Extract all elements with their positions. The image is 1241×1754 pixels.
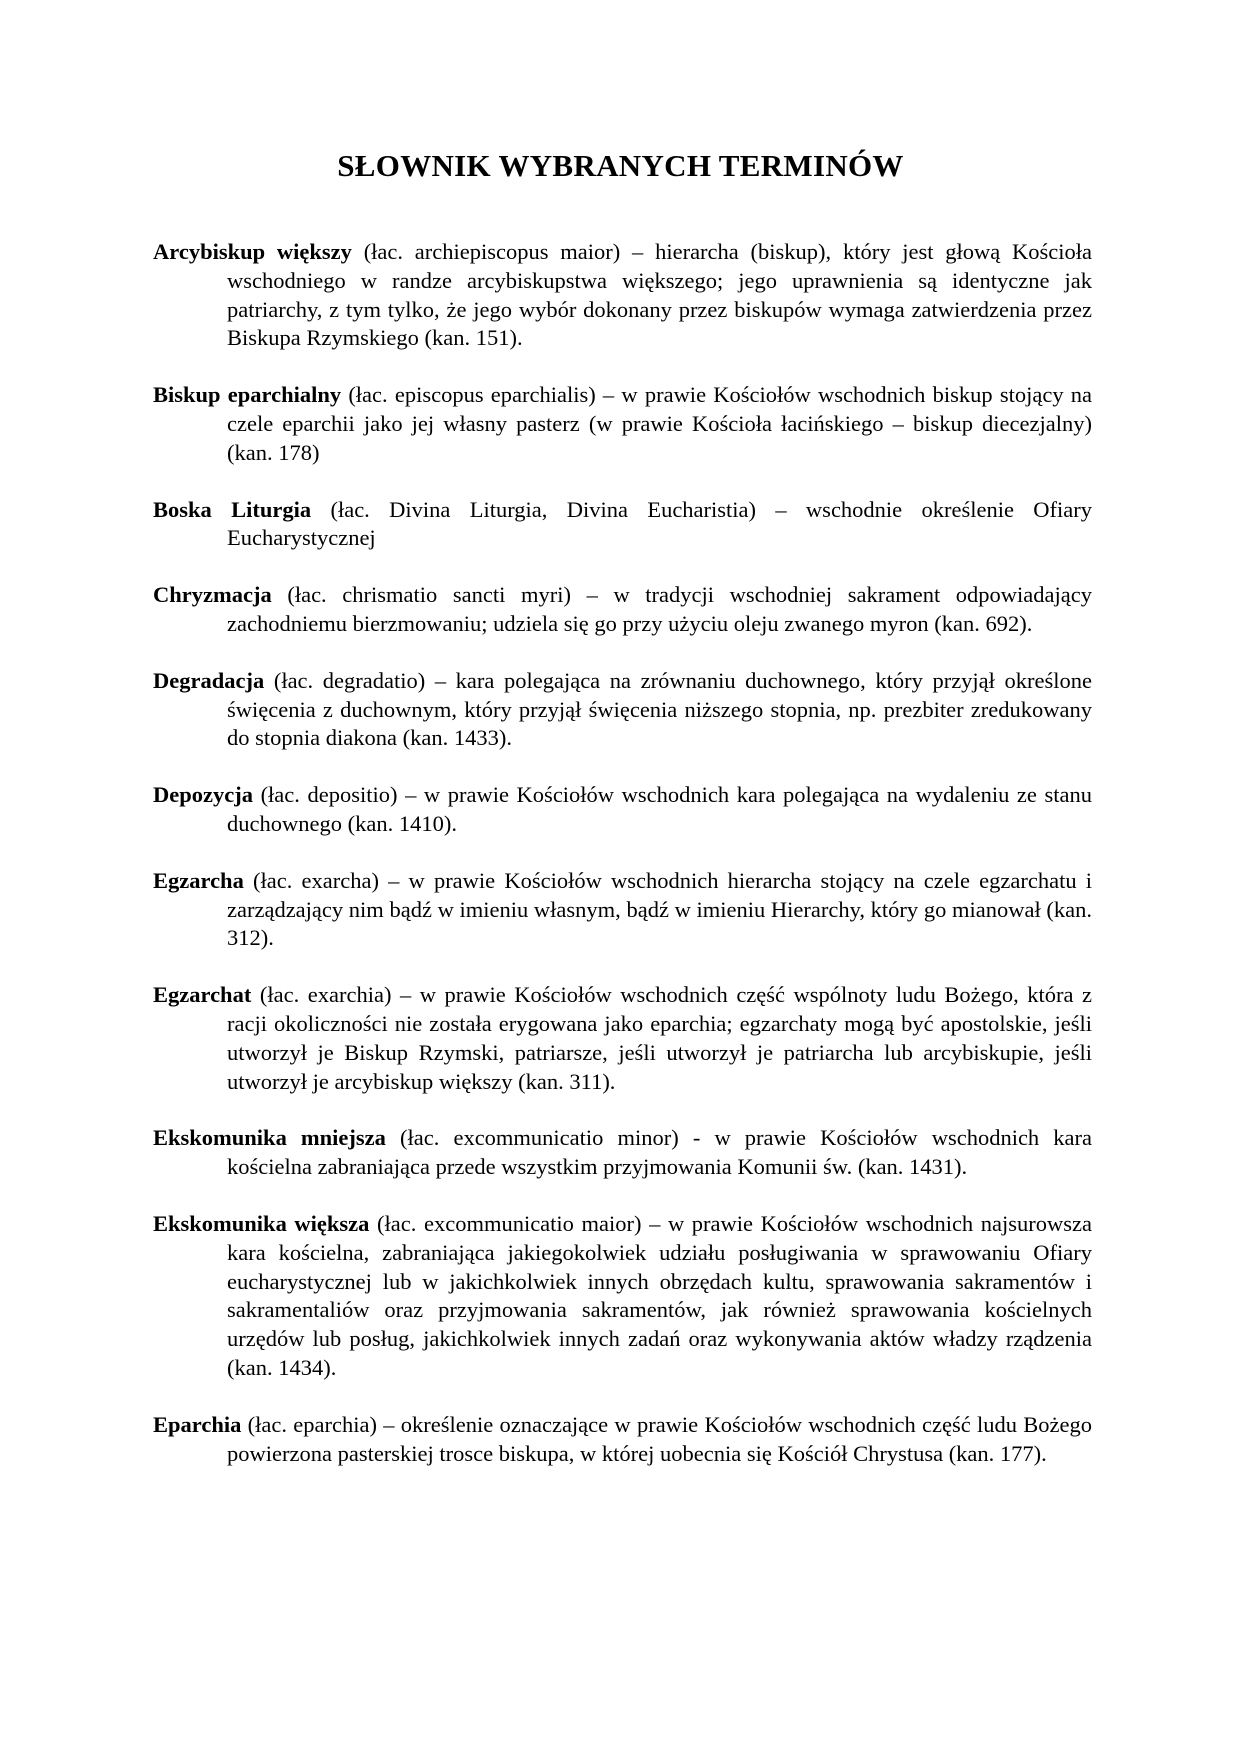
- glossary-definition: (łac. archiepiscopus maior) – hierarcha (biskup), który jest głową Kościoła wschodniego w randze arcybiskupstwa większego; jego uprawnienia są identyczne jak patriarchy, z tym tylko, że jego wybór dokonany przez biskupów wymaga zatwierdzenia przez Biskupa Rzymskiego (kan. 151).: [227, 239, 1092, 351]
- glossary-term: Biskup eparchialny: [153, 382, 342, 408]
- glossary-entry: [153, 981, 1092, 1096]
- glossary-entry: [153, 667, 1092, 753]
- glossary-term: Degradacja: [153, 667, 265, 693]
- glossary-entry: [153, 1210, 1092, 1383]
- glossary-entry: [153, 581, 1092, 639]
- glossary-definition: (łac. exarchia) – w prawie Kościołów wschodnich część wspólnoty ludu Bożego, która z racji okoliczności nie została erygowana jako eparchia; egzarchaty mogą być apostolskie, jeśli utworzył je Biskup Rzymski, patriarsze, jeśli utworzył je patriarcha lub arcybiskupie, jeśli utworzył je arcybiskup większy (kan. 311).: [227, 982, 1093, 1094]
- glossary-definition: (łac. degradatio) – kara polegająca na zrównaniu duchownego, który przyjął określone święcenia z duchownym, który przyjął święcenia niższego stopnia, np. prezbiter zredukowany do stopnia diakona (kan. 1433).: [227, 667, 1092, 751]
- glossary-term: Egzarchat: [153, 982, 252, 1008]
- glossary-definition: (łac. eparchia) – określenie oznaczające w prawie Kościołów wschodnich część ludu Bożego powierzona pasterskiej trosce biskupa, w której uobecnia się Kościół Chrystusa (kan. 177).: [227, 1411, 1092, 1466]
- glossary-definition: (łac. episcopus eparchialis) – w prawie Kościołów wschodnich biskup stojący na czele eparchii jako jej własny pasterz (w prawie Kościoła łacińskiego – biskup diecezjalny) (kan. 178): [227, 382, 1092, 465]
- glossary-definition: (łac. chrismatio sancti myri) – w tradycji wschodniej sakrament odpowiadający zachodniemu bierzmowaniu; udziela się go przy użyciu oleju zwanego myron (kan. 692).: [227, 582, 1093, 636]
- glossary-entry: [153, 1411, 1092, 1469]
- glossary-term: Arcybiskup większy: [153, 239, 352, 264]
- page-title: SŁOWNIK WYBRANYCH TERMINÓW: [337, 148, 904, 183]
- glossary-term: Boska Liturgia: [153, 496, 312, 522]
- glossary-entry: [153, 496, 1092, 554]
- glossary-term: Depozycja: [153, 782, 253, 808]
- glossary-entry: [153, 781, 1092, 839]
- glossary-definition: (łac. exarcha) – w prawie Kościołów wschodnich hierarcha stojący na czele egzarchatu i zarządzający nim bądź w imieniu własnym, bądź w imieniu Hierarchy, który go mianował (kan. 312).: [227, 867, 1092, 951]
- glossary-entry: [153, 381, 1092, 467]
- glossary-definition: (łac. excommunicatio maior) – w prawie Kościołów wschodnich najsurowsza kara kościelna, zabraniająca jakiegokolwiek udziału posługiwania w sprawowaniu Ofiary eucharystycznej lub w jakichkolwiek innych obrzędach kultu, sprawowania sakramentów i sakramentaliów oraz przyjmowania sakramentów, jak również sprawowania kościelnych urzędów lub posług, jakichkolwiek innych zadań oraz wykonywania aktów władzy rządzenia (kan. 1434).: [227, 1210, 1093, 1380]
- glossary-definition: (łac. excommunicatio minor) - w prawie Kościołów wschodnich kara kościelna zabraniająca przede wszystkim przyjmowania Komunii św. (kan. 1431).: [227, 1125, 1092, 1180]
- glossary-term: Eparchia: [153, 1411, 242, 1437]
- glossary-term: Chryzmacja: [153, 582, 272, 608]
- glossary-list: [153, 238, 1092, 1496]
- glossary-term: Ekskomunika mniejsza: [153, 1125, 386, 1151]
- glossary-definition: (łac. Divina Liturgia, Divina Eucharistia) – wschodnie określenie Ofiary Eucharystycznej: [227, 496, 1093, 551]
- glossary-entry: [153, 238, 1092, 353]
- glossary-entry: [153, 1124, 1092, 1182]
- glossary-term: Ekskomunika większa: [153, 1210, 370, 1236]
- glossary-definition: (łac. depositio) – w prawie Kościołów wschodnich kara polegająca na wydaleniu ze stanu duchownego (kan. 1410).: [227, 782, 1092, 836]
- glossary-term: Egzarcha: [153, 867, 244, 893]
- glossary-entry: [153, 867, 1092, 953]
